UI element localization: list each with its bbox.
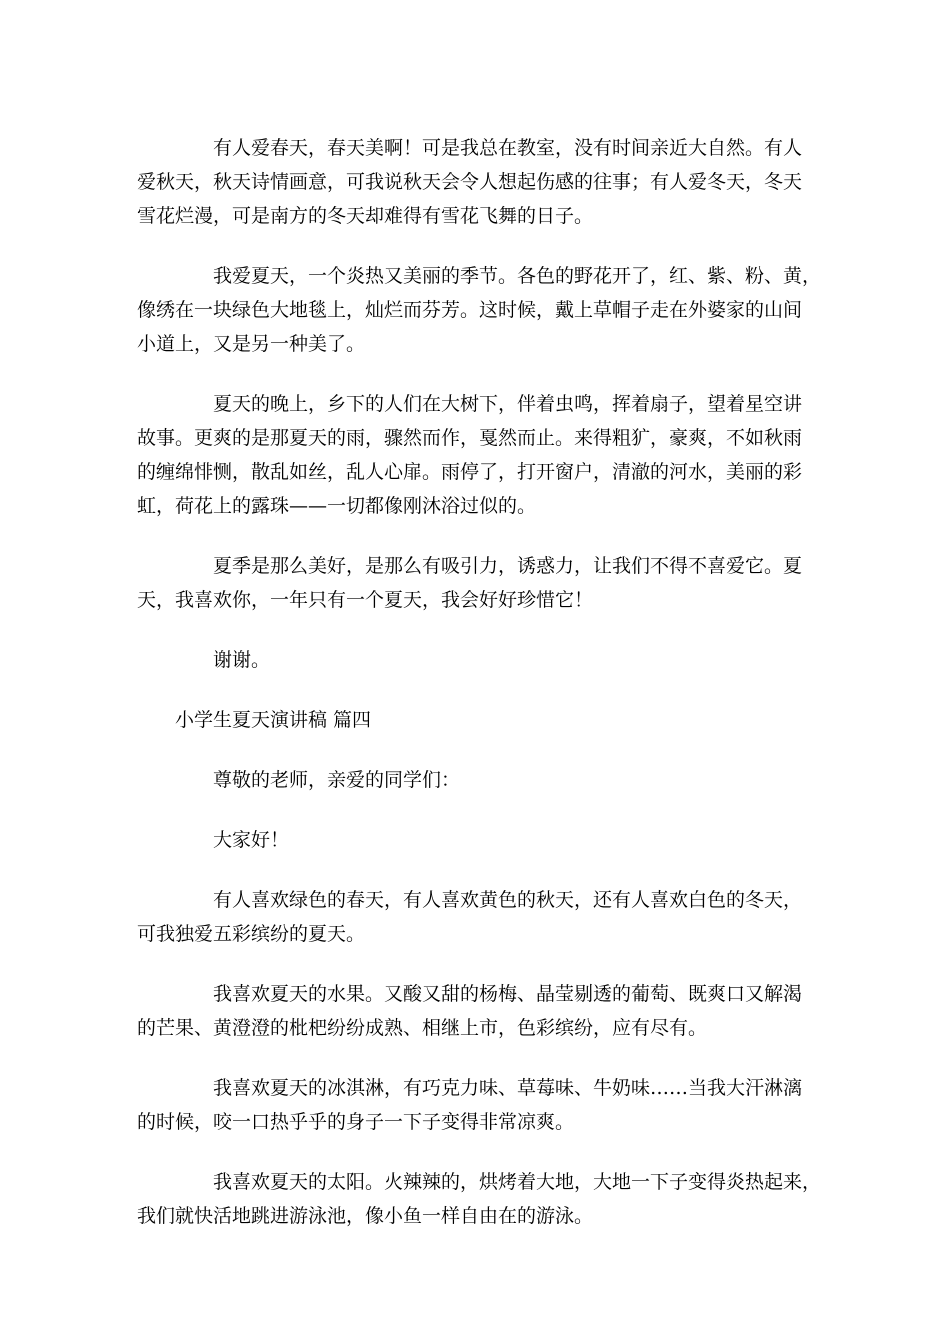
paragraph [137,763,809,797]
paragraph-line: 夏季是那么美好，是那么有吸引力，诱惑力，让我们不得不喜爱它。夏 [213,555,803,577]
document-body [137,131,822,1259]
paragraph-line: 的时候，咬一口热乎乎的身子一下子变得非常凉爽。 [137,1111,575,1133]
paragraph-line: 大家好！ [213,829,290,851]
paragraph [137,1165,822,1233]
paragraph-line: 我爱夏天，一个炎热又美丽的季节。各色的野花开了，红、紫、粉、黄， [213,265,822,287]
paragraph [137,823,809,857]
paragraph [137,387,809,523]
paragraph-line: 雪花烂漫，可是南方的冬天却难得有雪花飞舞的日子。 [137,205,594,227]
paragraph-line: 我喜欢夏天的冰淇淋，有巧克力味、草莓味、牛奶味……当我大汗淋漓 [213,1077,803,1099]
paragraph-line: 像绣在一块绿色大地毯上，灿烂而芬芳。这时候，戴上草帽子走在外婆家的山间 [137,299,803,321]
paragraph-line: 天，我喜欢你，一年只有一个夏天，我会好好珍惜它！ [137,589,594,611]
section-heading: 小学生夏天演讲稿 篇四 [175,709,372,731]
paragraph-line: 有人喜欢绿色的春天，有人喜欢黄色的秋天，还有人喜欢白色的冬天， [213,889,803,911]
paragraph-line: 小道上，又是另一种美了。 [137,333,366,355]
paragraph-line: 的芒果、黄澄澄的枇杷纷纷成熟、相继上市，色彩缤纷，应有尽有。 [137,1017,708,1039]
paragraph-line: 可我独爱五彩缤纷的夏天。 [137,923,366,945]
paragraph-line: 虹，荷花上的露珠——一切都像刚沐浴过似的。 [137,495,537,517]
paragraph-line: 爱秋天，秋天诗情画意，可我说秋天会令人想起伤感的往事；有人爱冬天，冬天 [137,171,803,193]
paragraph [137,259,822,361]
paragraph-line: 夏天的晚上，乡下的人们在大树下，伴着虫鸣，挥着扇子，望着星空讲 [213,393,803,415]
paragraph [137,1071,809,1139]
paragraph [137,549,809,617]
paragraph-line: 故事。更爽的是那夏天的雨，骤然而作，戛然而止。来得粗犷，豪爽，不如秋雨 [137,427,803,449]
paragraph-line: 谢谢。 [213,649,271,671]
paragraph-line: 我喜欢夏天的水果。又酸又甜的杨梅、晶莹剔透的葡萄、既爽口又解渴 [213,983,803,1005]
paragraph [137,977,809,1045]
paragraph-line: 有人爱春天，春天美啊！可是我总在教室，没有时间亲近大自然。有人 [213,137,803,159]
paragraph [137,883,809,951]
paragraph-line: 我喜欢夏天的太阳。火辣辣的，烘烤着大地，大地一下子变得炎热起来， [213,1171,822,1193]
paragraph-line: 我们就快活地跳进游泳池，像小鱼一样自由在的游泳。 [137,1205,594,1227]
paragraph-line: 尊敬的老师，亲爱的同学们： [213,769,461,791]
paragraph [137,131,809,233]
paragraph-line: 的缠绵悱恻，散乱如丝，乱人心扉。雨停了，打开窗户，清澈的河水，美丽的彩 [137,461,803,483]
paragraph [137,643,809,677]
